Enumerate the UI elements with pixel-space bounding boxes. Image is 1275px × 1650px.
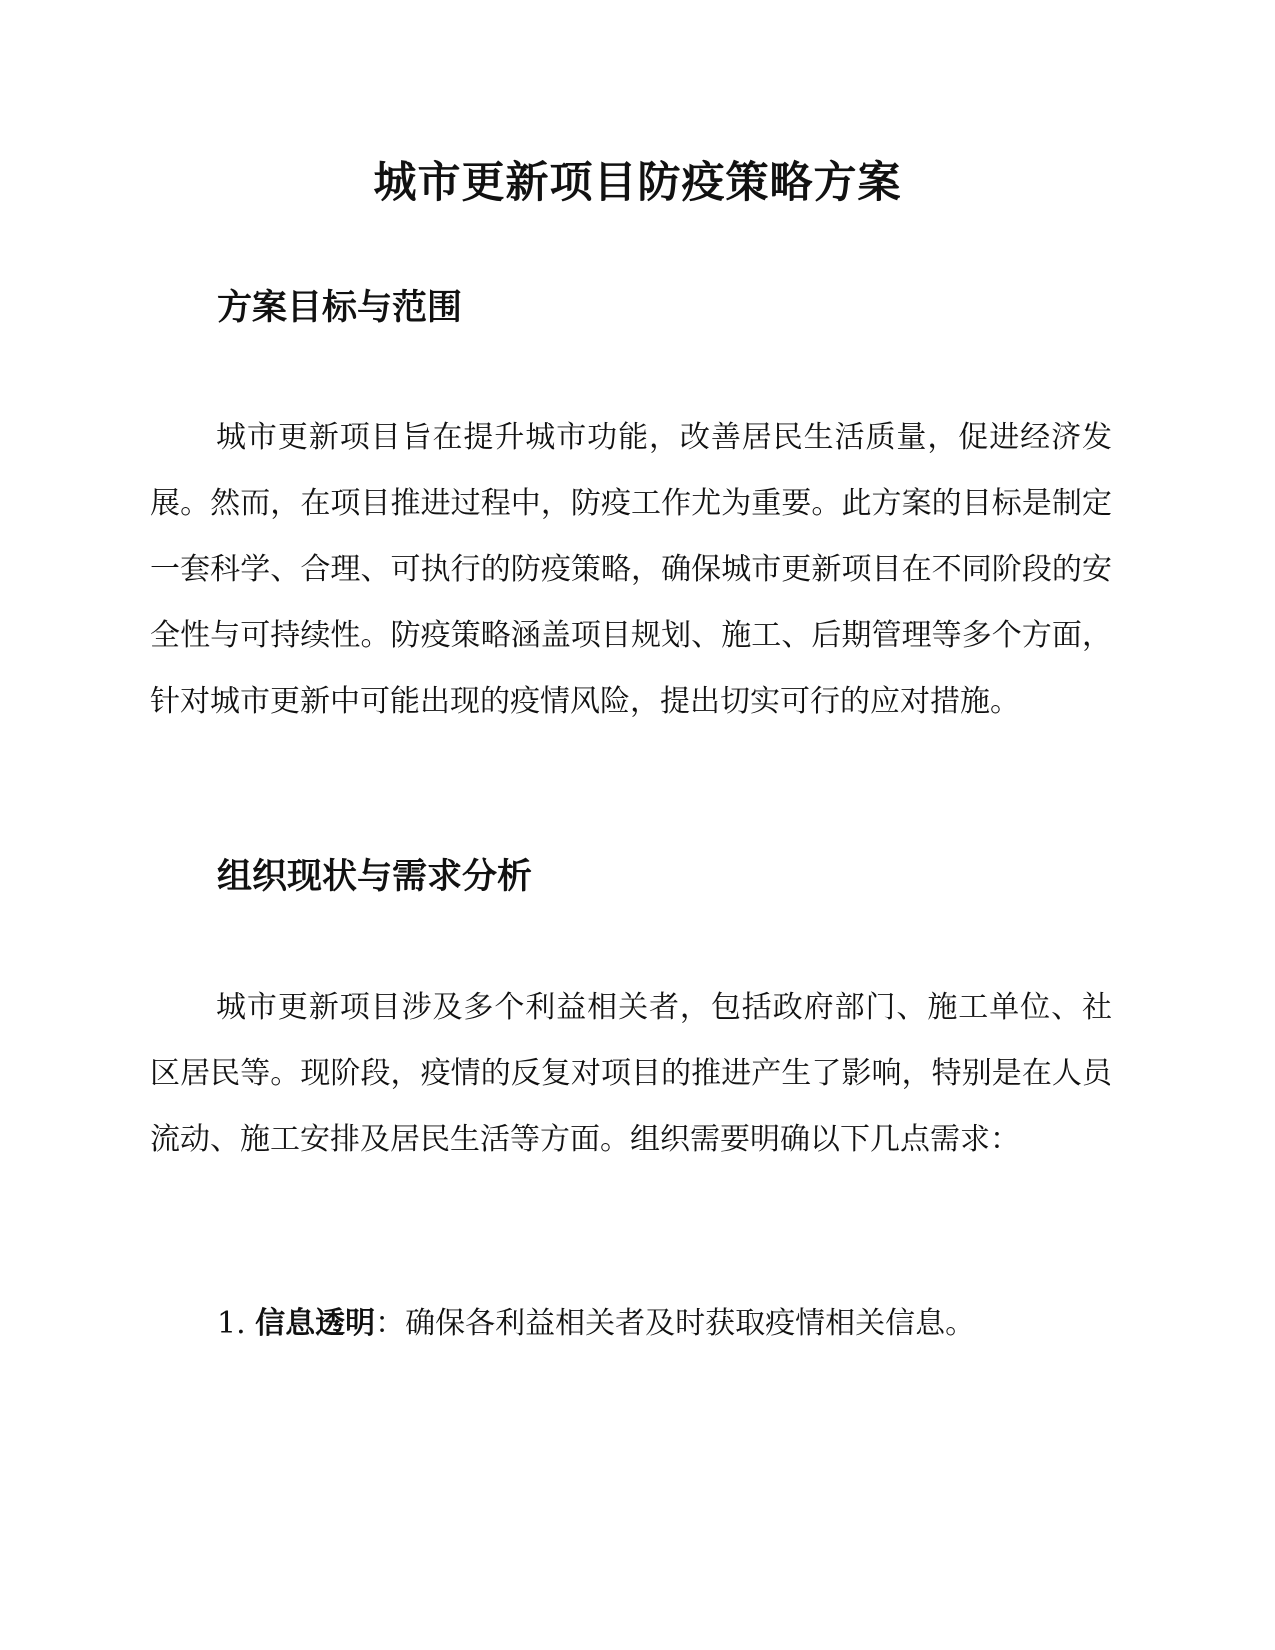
section-paragraph-goals: 城市更新项目旨在提升城市功能，改善居民生活质量，促进经济发展。然而，在项目推进过程中，防疫工作尤为重要。此方案的目标是制定一套科学、合理、可执行的防疫策略，确保城市更新项目在不同阶段的安全性与可持续性。防疫策略涵盖项目规划、施工、后期管理等多个方面，针对城市更新中可能出现的疫情风险，提出切实可行的应对措施。 xyxy=(150,420,1112,719)
section-heading-analysis: 组织现状与需求分析 xyxy=(217,857,533,897)
list-item-term: 信息透明 xyxy=(255,1306,376,1341)
document-title: 城市更新项目防疫策略方案 xyxy=(373,158,902,208)
list-item xyxy=(217,1291,1112,1357)
section-heading-goals: 方案目标与范围 xyxy=(217,288,463,328)
section-paragraph-analysis: 城市更新项目涉及多个利益相关者，包括政府部门、施工单位、社区居民等。现阶段，疫情的反复对项目的推进产生了影响，特别是在人员流动、施工安排及居民生活等方面。组织需要明确以下几点需求： xyxy=(150,990,1112,1157)
list-item-text: ：确保各利益相关者及时获取疫情相关信息。 xyxy=(375,1306,976,1341)
list-item-number: 1. xyxy=(217,1306,256,1341)
